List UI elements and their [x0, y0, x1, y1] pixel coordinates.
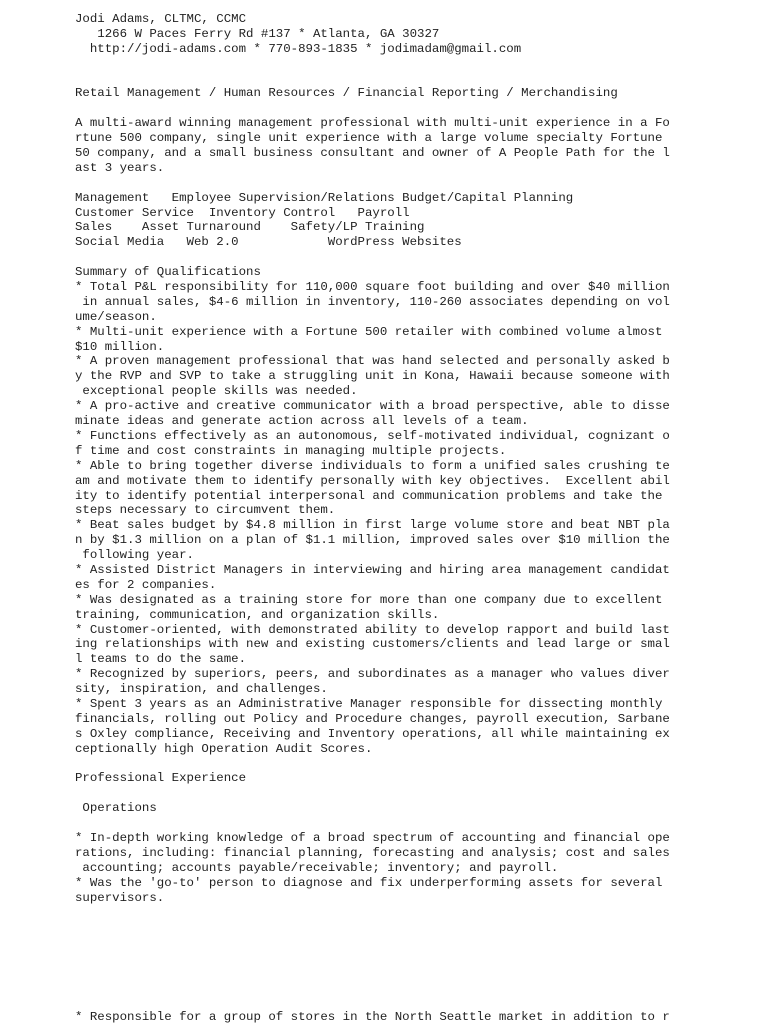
text-line: Summary of Qualifications: [75, 265, 261, 280]
text-line: es for 2 companies.: [75, 577, 217, 592]
text-line: * Multi-unit experience with a Fortune 500 retailer with combined volume almost: [75, 324, 663, 339]
resume-document: [75, 12, 755, 1025]
text-line: * Total P&L responsibility for 110,000 square foot building and over $40 million: [75, 280, 670, 295]
text-line: * A pro-active and creative communicator with a broad perspective, able to disse: [75, 399, 670, 414]
text-line: minate ideas and generate action across all levels of a team.: [75, 414, 529, 429]
blank-line: [75, 250, 755, 265]
blank-line: [75, 905, 755, 920]
text-line: Operations: [75, 801, 157, 816]
text-line: steps necessary to circumvent them.: [75, 503, 336, 518]
blank-line: [75, 950, 755, 965]
blank-line: [75, 757, 755, 772]
text-line: Social Media Web 2.0 WordPress Websites: [75, 235, 462, 250]
text-line: y the RVP and SVP to take a struggling unit in Kona, Hawaii because someone with: [75, 369, 670, 384]
text-line: * In-depth working knowledge of a broad spectrum of accounting and financial ope: [75, 830, 670, 845]
text-line: * Spent 3 years as an Administrative Manager responsible for dissecting monthly: [75, 696, 663, 711]
text-line: $10 million.: [75, 339, 165, 354]
blank-line: [75, 920, 755, 935]
blank-line: [75, 965, 755, 980]
text-line: rtune 500 company, single unit experience with a large volume specialty Fortune: [75, 131, 663, 146]
text-line: ast 3 years.: [75, 160, 165, 175]
text-line: l teams to do the same.: [75, 652, 247, 667]
blank-line: [75, 995, 755, 1010]
text-line: s Oxley compliance, Receiving and Inventory operations, all while maintaining ex: [75, 726, 670, 741]
text-line: supervisors.: [75, 890, 165, 905]
text-line: financials, rolling out Policy and Procedure changes, payroll execution, Sarbane: [75, 711, 670, 726]
text-line: ume/season.: [75, 309, 157, 324]
text-line: Management Employee Supervision/Relations Budget/Capital Planning: [75, 190, 574, 205]
text-line: Professional Experience: [75, 771, 247, 786]
blank-line: [75, 57, 755, 72]
text-line: 50 company, and a small business consultant and owner of A People Path for the l: [75, 146, 670, 161]
text-line: following year.: [75, 548, 194, 563]
text-line: Customer Service Inventory Control Payroll: [75, 205, 410, 220]
text-line: accounting; accounts payable/receivable; inventory; and payroll.: [75, 860, 559, 875]
text-line: * Beat sales budget by $4.8 million in first large volume store and beat NBT pla: [75, 518, 670, 533]
text-line: ity to identify potential interpersonal and communication problems and take the: [75, 488, 663, 503]
text-line: * Recognized by superiors, peers, and subordinates as a manager who values diver: [75, 667, 670, 682]
text-line: f time and cost constraints in managing multiple projects.: [75, 443, 507, 458]
blank-line: [75, 816, 755, 831]
blank-line: [75, 176, 755, 191]
text-line: training, communication, and organization skills.: [75, 607, 440, 622]
blank-line: [75, 935, 755, 950]
text-line: n by $1.3 million on a plan of $1.1 million, improved sales over $10 million the: [75, 533, 670, 548]
blank-line: [75, 980, 755, 995]
text-line: * Assisted District Managers in interviewing and hiring area management candidat: [75, 562, 670, 577]
text-line: * Customer-oriented, with demonstrated ability to develop rapport and build last: [75, 622, 670, 637]
text-line: sity, inspiration, and challenges.: [75, 682, 328, 697]
text-line: exceptional people skills was needed.: [75, 384, 358, 399]
text-line: * Able to bring together diverse individuals to form a unified sales crushing te: [75, 458, 670, 473]
text-line: 1266 W Paces Ferry Rd #137 * Atlanta, GA 30327: [75, 26, 440, 41]
text-line: A multi-award winning management professional with multi-unit experience in a Fo: [75, 116, 670, 131]
blank-line: [75, 101, 755, 116]
text-line: rations, including: financial planning, forecasting and analysis; cost and sales: [75, 845, 670, 860]
blank-line: [75, 786, 755, 801]
text-line: ceptionally high Operation Audit Scores.: [75, 741, 373, 756]
text-line: http://jodi-adams.com * 770-893-1835 * jodimadam@gmail.com: [75, 41, 522, 56]
text-line: Sales Asset Turnaround Safety/LP Training: [75, 220, 425, 235]
text-line: Retail Management / Human Resources / Financial Reporting / Merchandising: [75, 86, 618, 101]
text-line: ing relationships with new and existing customers/clients and lead large or smal: [75, 637, 670, 652]
text-line: * A proven management professional that was hand selected and personally asked b: [75, 354, 670, 369]
text-line: am and motivate them to identify personally with key objectives. Excellent abil: [75, 473, 670, 488]
text-line: * Was the 'go-to' person to diagnose and fix underperforming assets for several: [75, 875, 663, 890]
text-line: in annual sales, $4-6 million in inventory, 110-260 associates depending on vol: [75, 294, 670, 309]
text-line: * Responsible for a group of stores in the North Seattle market in addition to r: [75, 1009, 670, 1024]
text-line: Jodi Adams, CLTMC, CCMC: [75, 12, 247, 26]
blank-line: [75, 72, 755, 87]
text-line: * Functions effectively as an autonomous, self-motivated individual, cognizant o: [75, 428, 670, 443]
text-line: * Was designated as a training store for more than one company due to excellent: [75, 592, 663, 607]
